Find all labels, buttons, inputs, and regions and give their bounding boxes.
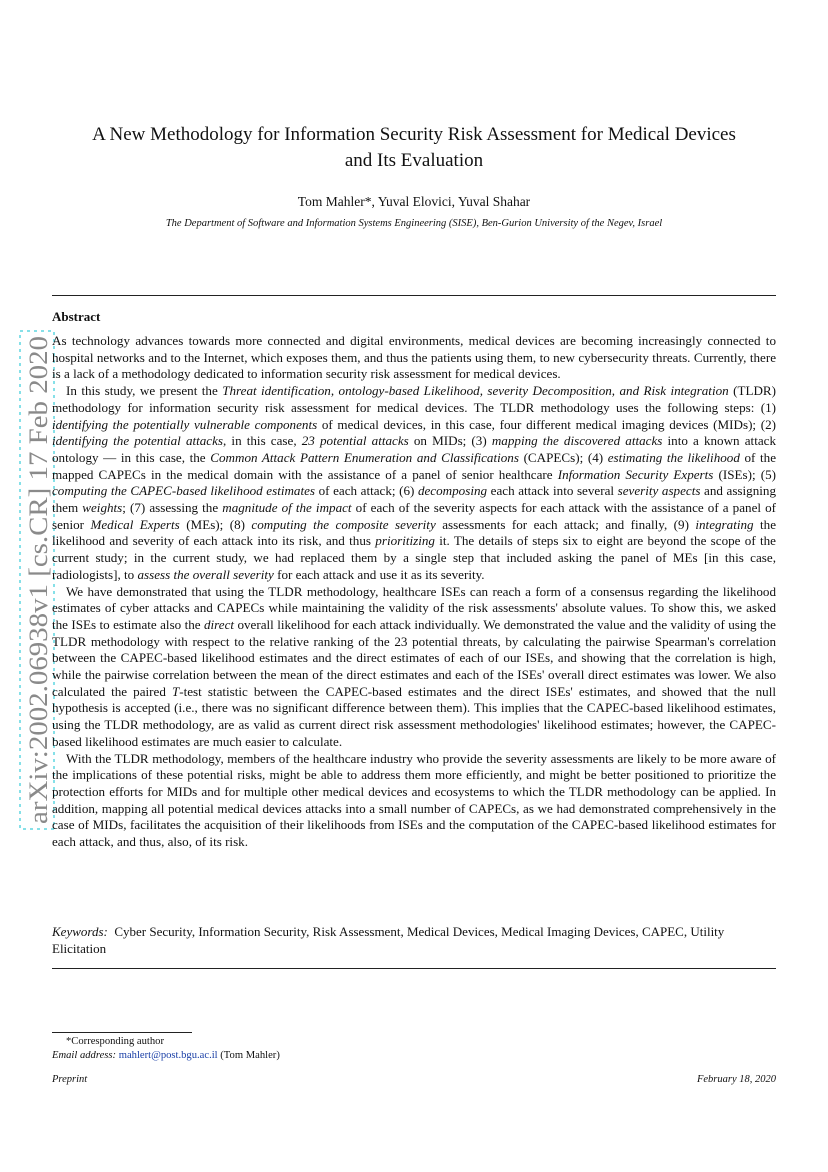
email-label: Email address: (52, 1050, 117, 1061)
abstract-body (52, 333, 776, 851)
footnote-rule (52, 1032, 192, 1033)
arxiv-stamp (19, 330, 55, 830)
email-name: (Tom Mahler) (220, 1050, 280, 1061)
abstract-paragraph-1: As technology advances towards more connected and digital environments, medical devices are becoming increasingly connected to hospital networks and to the Internet, which exposes them, and thus the patients using them, to new cybersecurity threats. Currently, there is a lack of a methodology dedicated to information security risk assessment for medical devices. (52, 333, 776, 382)
footer-preprint: Preprint (52, 1074, 88, 1085)
authors: Tom Mahler*, Yuval Elovici, Yuval Shahar (297, 194, 531, 209)
arxiv-id: arXiv:2002.06938v1 [cs.CR] 17 Feb 2020 (24, 384, 53, 824)
email-link[interactable]: mahlert@post.bgu.ac.il (118, 1050, 218, 1061)
keywords-list: Cyber Security, Information Security, Risk Assessment, Medical Devices, Medical Imaging Devices, CAPEC, Utility Elicitation (52, 924, 725, 956)
footer-date: February 18, 2020 (696, 1074, 776, 1085)
affiliation: The Department of Software and Information Systems Engineering (SISE), Ben-Gurion University of the Negev, Israel (165, 218, 663, 229)
abstract-paragraph-2: In this study, we present the Threat identification, ontology-based Likelihood, severity Decomposition, and Risk integration (TLDR) methodology for information security risk assessment for medical devices. The TLDR methodology uses the following steps: (1) identifying the potentially vulnerable components of medical devices, in this case, four different medical imaging devices (MIDs); (2) identifying the potential attacks, in this case, 23 potential attacks on MIDs; (3) mapping the discovered attacks into a known attack ontology — in this case, the Common Attack Pattern Enumeration and Classifications (CAPECs); (4) estimating the likelihood of the mapped CAPECs in the medical domain with the assistance of a panel of senior healthcare Information Security Experts (ISEs); (5) computing the CAPEC-based likelihood estimates of each attack; (6) decomposing each attack into several severity aspects and assigning them weights; (7) assessing the magnitude of the impact of each of the severity aspects for each attack with the assistance of a panel of senior Medical Experts (MEs); (8) computing the composite severity assessments for each attack; and finally, (9) integrating the likelihood and severity of each attack into its risk, and thus prioritizing it. The details of steps six to eight are beyond the scope of the current study; in the current study, we had replaced them by a single step that included asking the panel of MEs [in this case, radiologists], to assess the overall severity for each attack and use it as its severity. (52, 383, 777, 582)
abstract-heading: Abstract (52, 309, 101, 324)
abstract-paragraph-3: We have demonstrated that using the TLDR methodology, healthcare ISEs can reach a form of a consensus regarding the likelihood estimates of cyber attacks and CAPECs while maintaining the validity of the risk assessments' absolute values. To show this, we asked the ISEs to estimate also the direct overall likelihood for each attack individually. We demonstrated the value and the validity of using the TLDR methodology with respect to the relative ranking of the 23 potential threats, by calculating the pairwise Spearman's correlation between the CAPEC-based likelihood estimates and the direct estimates of each of our ISEs, and showing that the correlation is high, while the pairwise correlation between the mean of the direct estimates and each of the ISEs' overall direct estimates was lower. We also calculated the paired T-test statistic between the CAPEC-based estimates and the direct ISEs' estimates, and showed that the null hypothesis is accepted (i.e., there was no significant difference between them). This implies that the CAPEC-based likelihood estimates, using the TLDR methodology, are as valid as current direct risk assessment methodologies' likelihood estimates; however, the CAPEC-based likelihood estimates are much easier to calculate. (52, 583, 776, 749)
abstract-top-rule (52, 295, 776, 296)
corresponding-author-note: *Corresponding author (66, 1036, 164, 1047)
keywords-label: Keywords: (52, 924, 108, 939)
paper-title (52, 122, 776, 174)
abstract-bottom-rule (52, 968, 776, 969)
abstract-paragraph-4: With the TLDR methodology, members of the healthcare industry who provide the severity assessments are likely to be more aware of the implications of these potential risks, might be able to address them more efficiently, and might be better positioned to prioritize the protection efforts for MIDs and for multiple other medical devices and ecosystems to which the TLDR methodology can be applied. In addition, mapping all potential medical devices attacks into a small number of CAPECs, as we had demonstrated comprehensively in the case of MIDs, facilitates the acquisition of their likelihoods from ISEs and the computation of the CAPEC-based likelihood estimates for each attack, and thus, also, of its risk. (52, 750, 776, 850)
footnote (52, 1035, 280, 1063)
title-line-2: and Its Evaluation (344, 150, 484, 171)
email-line (52, 1049, 280, 1063)
keywords (52, 923, 776, 957)
title-line-1: A New Methodology for Information Security Risk Assessment for Medical Devices (92, 124, 736, 145)
